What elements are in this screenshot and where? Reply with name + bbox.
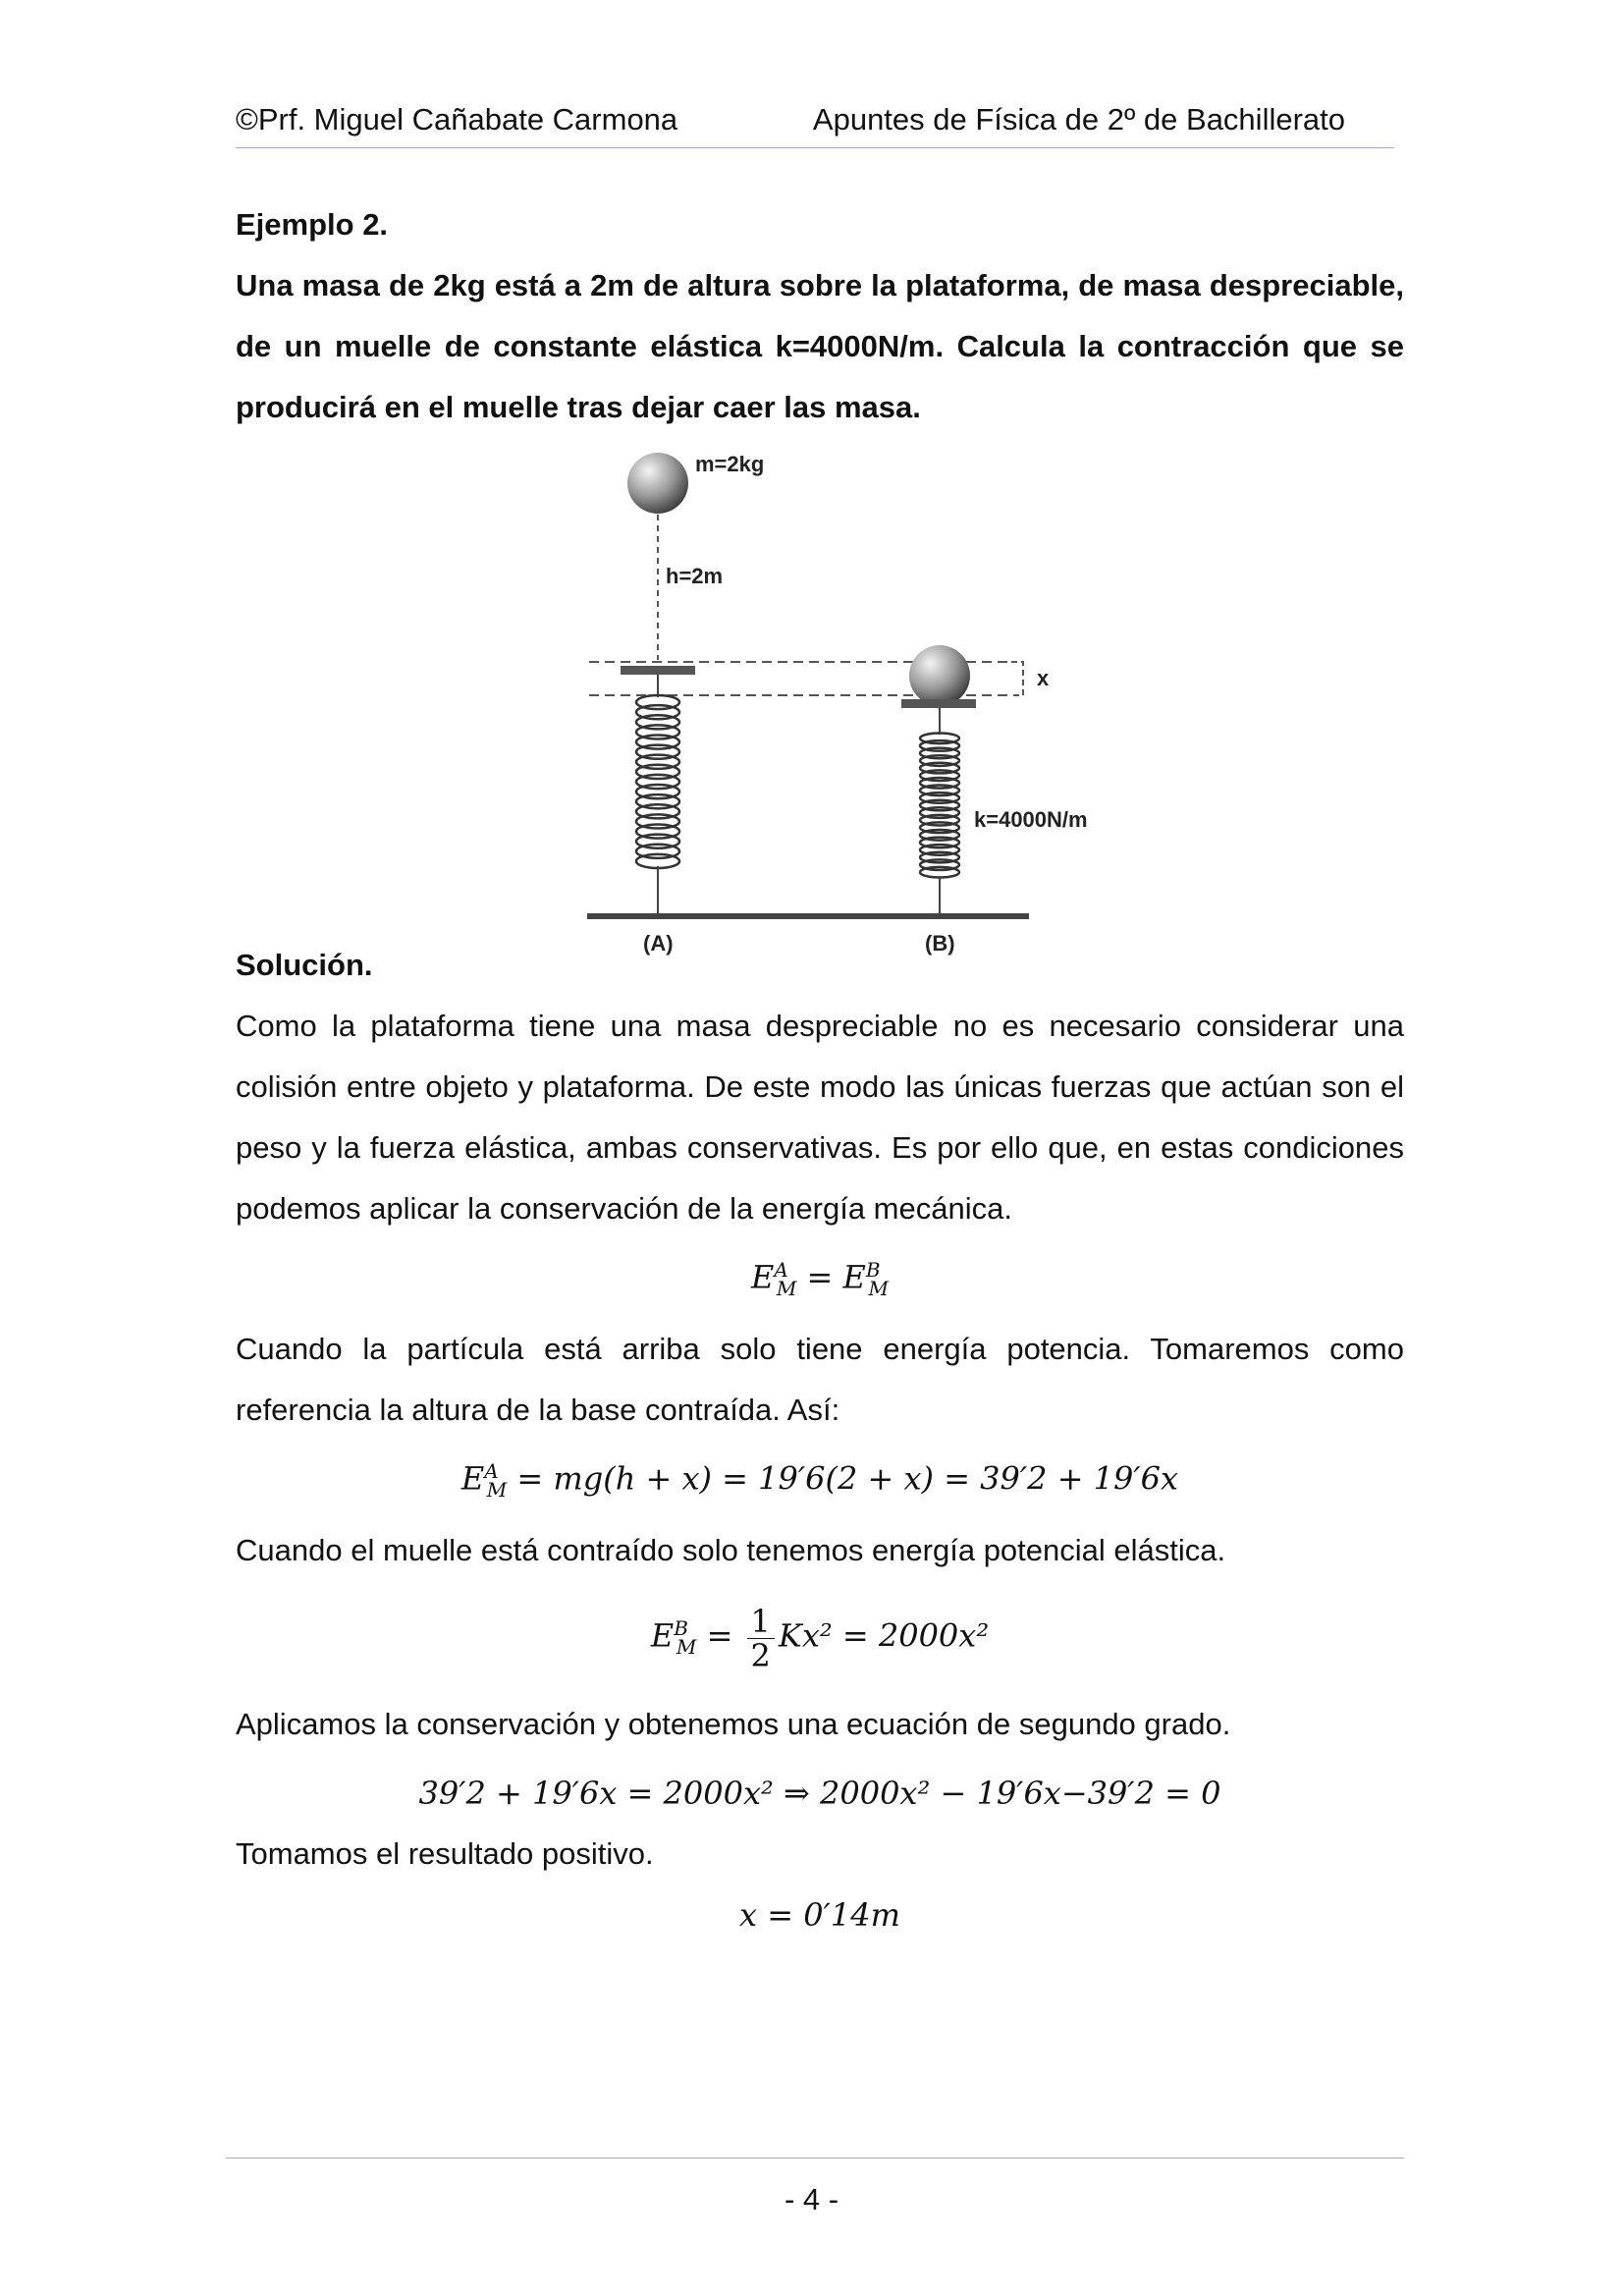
equation-5: x = 0′14m <box>739 1896 900 1935</box>
solution-title: Solución. <box>236 948 373 982</box>
fraction-one-half: $\frac{1}{2}$ <box>747 1605 775 1672</box>
spring-b <box>920 733 959 877</box>
spring-figure <box>236 444 1404 956</box>
spring-a <box>636 695 679 868</box>
x-bracket <box>1011 662 1023 695</box>
equation-2-rhs: = mg(h + x) = 19′6(2 + x) = 39′2 + 19′6x <box>516 1459 1179 1498</box>
mass-label: m=2kg <box>695 452 765 476</box>
header-course: Apuntes de Física de 2º de Bachillerato <box>812 102 1345 137</box>
equation-1: $E^A_M = E^B_M$ <box>751 1258 889 1301</box>
solution-paragraph-3: Cuando el muelle está contraído solo tenemos energía potencial elástica. <box>236 1533 1226 1568</box>
label-b: (B) <box>925 931 955 956</box>
solution-paragraph-5: Tomamos el resultado positivo. <box>236 1836 654 1872</box>
page-header <box>236 98 1394 148</box>
solution-paragraph-2: Cuando la partícula está arriba solo tiene energía potencia. Tomaremos como referencia la altura de la base contraída. Así: <box>236 1332 1404 1428</box>
spring-coil <box>920 867 959 878</box>
equation-4: 39′2 + 19′6x = 2000x² ⇒ 2000x² − 19′6x−39′2 = 0 <box>418 1775 1221 1813</box>
solution-paragraph-1: Como la plataforma tiene una masa despreciable no es necesario considerar una colisión entre objeto y plataforma. De este modo las únicas fuerzas que actúan son el peso y la fuerza elástica, ambas conservativas. Es por ello que, en estas condiciones podemos aplicar la conservación de la energía mecánica. <box>236 1009 1404 1226</box>
example-statement: Una masa de 2kg está a 2m de altura sobre la plataforma, de masa despreciable, de un muelle de constante elástica k=4000N/m. Calcula la contracción que se producirá en el muelle tras dejar caer las masa. <box>236 268 1404 424</box>
equation-3: $E^B_M$ = $\frac{1}{2}$ Kx² = 2000x² <box>650 1602 990 1674</box>
height-label: h=2m <box>666 564 724 588</box>
example-title: Ejemplo 2. <box>236 207 389 242</box>
mass-ball-b <box>909 645 970 706</box>
platform-b <box>901 699 976 708</box>
page-number: - 4 - <box>784 2182 839 2216</box>
page-content <box>236 194 1404 1945</box>
spring-diagram <box>550 444 1088 956</box>
equation-3-rhs: Kx² = 2000x² <box>778 1616 990 1655</box>
equation-2: $E^A_M = mg(h + x) = 19'6(2 + x) = 39'2 + 19'6x$ <box>460 1459 1179 1503</box>
k-label: k=4000N/m <box>974 807 1088 832</box>
ground <box>587 913 1029 919</box>
platform-a <box>621 666 695 675</box>
label-a: (A) <box>643 931 674 956</box>
solution-paragraph-4: Aplicamos la conservación y obtenemos una ecuación de segundo grado. <box>236 1707 1231 1742</box>
spring-coil <box>636 854 679 868</box>
x-label: x <box>1037 666 1050 690</box>
header-author: ©Prf. Miguel Cañabate Carmona <box>236 102 678 137</box>
mass-ball-a <box>627 453 688 514</box>
footer-divider <box>226 2158 1404 2159</box>
